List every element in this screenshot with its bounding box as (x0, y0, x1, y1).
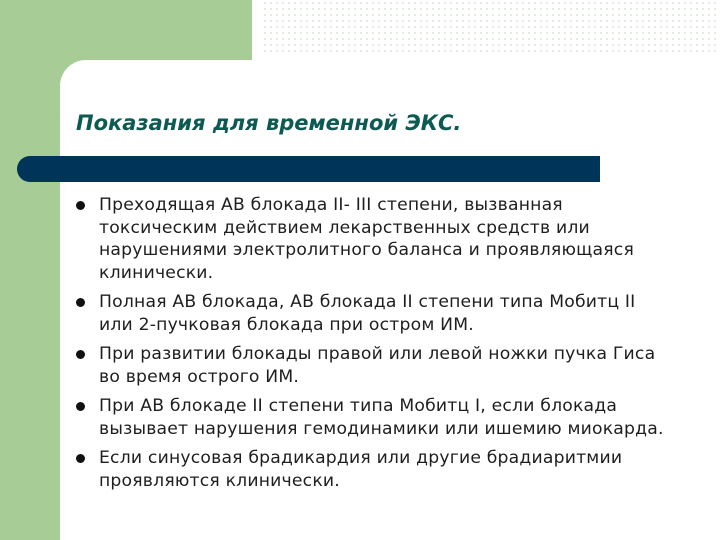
bullet-item-5 (74, 447, 664, 492)
bullet-icon (76, 298, 85, 307)
bullet-text: При АВ блокаде II степени типа Мобитц I, если блокада вызывает нарушения гемодинамики или ишемию миокарда. (99, 396, 664, 439)
bullet-text: Полная АВ блокада, АВ блокада II степени типа Мобитц II или 2-пучковая блокада при остром ИМ. (99, 292, 636, 335)
bullet-icon (76, 201, 85, 210)
bullet-item-1 (74, 194, 664, 284)
bullet-item-3 (74, 343, 664, 388)
bullet-item-4 (74, 395, 664, 440)
bullet-text: При развитии блокады правой или левой ножки пучка Гиса во время острого ИМ. (99, 344, 656, 387)
decorative-dot-pattern (262, 0, 720, 52)
bullet-icon (76, 350, 85, 359)
slide-title: Показания для временной ЭКС. (76, 111, 462, 135)
bullet-icon (76, 454, 85, 463)
bullet-text: Преходящая АВ блокада II- III степени, вызванная токсическим действием лекарственных средств или нарушениями электролитного баланса и проявляющаяся клинически. (99, 195, 634, 283)
bullet-item-2 (74, 291, 664, 336)
bullet-text: Если синусовая брадикардия или другие брадиаритмии проявляются клинически. (99, 448, 623, 491)
bullet-list (74, 194, 664, 499)
title-divider-bar (17, 156, 600, 182)
bullet-icon (76, 402, 85, 411)
